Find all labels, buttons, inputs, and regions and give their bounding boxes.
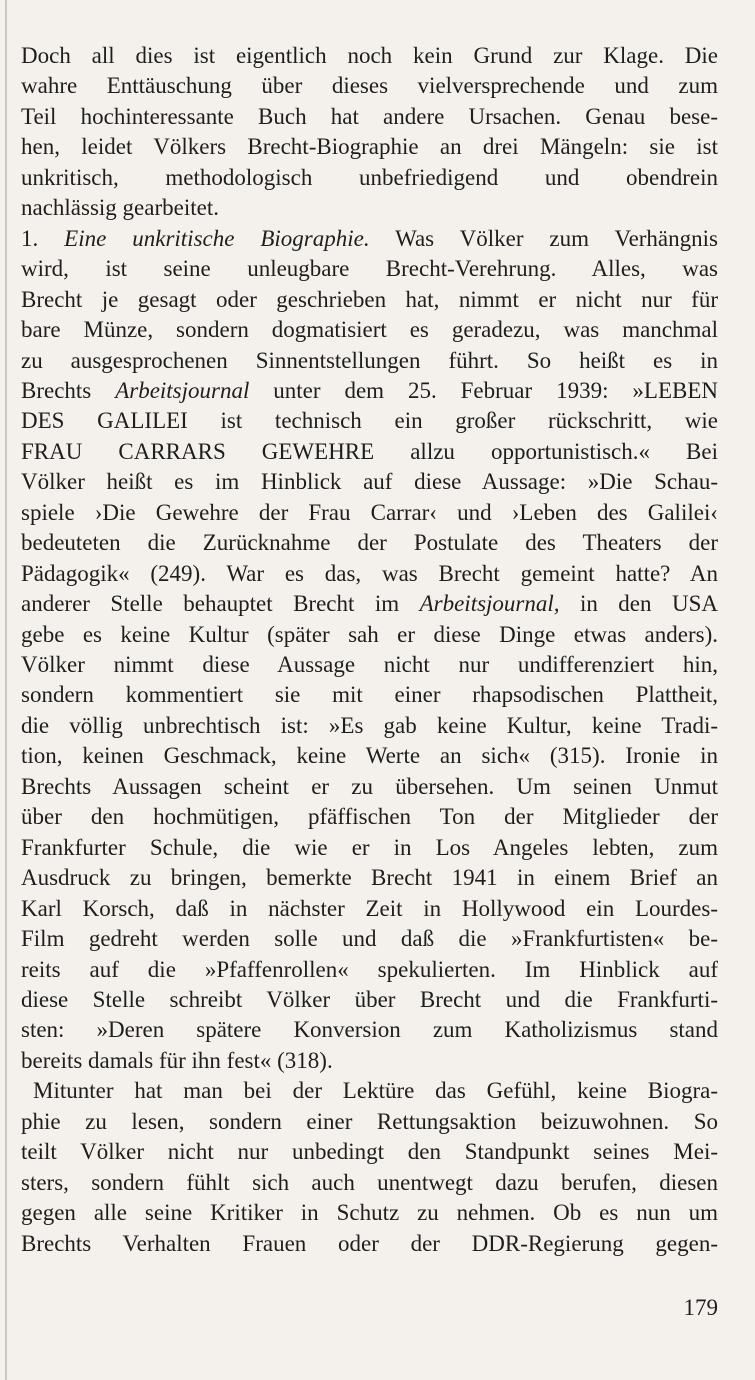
text-run: phie zu lesen, sondern einer Rettungsaktion beizuwohnen. So [21,1108,718,1134]
text-run: teilt Völker nicht nur unbedingt den Standpunkt seines Mei- [21,1139,718,1165]
text-line [21,436,718,467]
text-run: die völlig unbrechtisch ist: »Es gab keine Kultur, keine Tradi- [21,712,718,738]
text-line [21,527,718,558]
text-run: reits auf die »Pfaffenrollen« spekulierten. Im Hinblick auf [21,956,718,982]
text-run: Doch all dies ist eigentlich noch kein Grund zur Klage. Die [21,43,718,68]
text-line [21,162,718,193]
text-run: Brechts [21,377,116,403]
text-line [21,192,718,223]
text-line [21,70,718,101]
text-run: wird, ist seine unleugbare Brecht-Verehrung. Alles, was [21,256,718,282]
italic-text: Eine unkritische Biographie. [64,225,370,251]
text-run: Völker nimmt diese Aussage nicht nur undifferenziert hin, [21,652,718,677]
text-line [21,40,718,71]
text-run: Pädagogik« (249). War es das, was Brecht gemeint hatte? An [21,560,718,586]
text-run: sten: »Deren spätere Konversion zum Katholizismus stand [21,1017,718,1043]
text-line [21,345,718,376]
text-run: sondern kommentiert sie mit einer rhapsodischen Plattheit, [21,682,718,708]
text-line [21,1197,718,1228]
text-line [21,405,718,436]
text-line [21,284,718,315]
text-line [21,1136,718,1167]
text-line [21,101,718,132]
text-run: Mitunter hat man bei der Lektüre das Gefühl, keine Biogra- [33,1078,718,1104]
text-run: sters, sondern fühlt sich auch unentwegt dazu berufen, diesen [21,1169,718,1195]
text-run: Völker heißt es im Hinblick auf diese Aussage: »Die Schau- [21,469,718,495]
text-run: tion, keinen Geschmack, keine Werte an sich« (315). Ironie in [21,743,718,769]
text-line [21,314,718,345]
text-run: Brechts Verhalten Frauen oder der DDR-Regierung gegen- [21,1230,718,1256]
text-run: FRAU CARRARS GEWEHRE allzu opportunistisch.« Bei [21,438,718,464]
page-number: 179 [683,1295,718,1320]
text-line [21,1167,718,1198]
text-line [21,375,718,406]
text-line [21,801,718,832]
text-run: hen, leidet Völkers Brecht-Biographie an drei Mängeln: sie ist [21,134,718,160]
text-run: bedeuteten die Zurücknahme der Postulate des Theaters der [21,530,718,556]
text-line [21,619,718,650]
text-line [21,497,718,528]
text-line [33,1075,718,1106]
text-line [21,1228,718,1259]
text-run: unkritisch, methodologisch unbefriedigend und obendrein [21,164,718,190]
text-run: gegen alle seine Kritiker in Schutz zu nehmen. Ob es nun um [21,1200,718,1226]
text-run: Teil hochinteressante Buch hat andere Ursachen. Genau bese- [21,103,718,129]
text-run: 1. [21,225,65,251]
text-run: unter dem 25. Februar 1939: »LEBEN [249,377,718,403]
text-line [21,131,718,162]
text-run: Frankfurter Schule, die wie er in Los Angeles lebten, zum [21,834,718,860]
text-run: Brecht je gesagt oder geschrieben hat, nimmt er nicht nur für [21,286,718,312]
text-line [21,466,718,497]
text-run: spiele ›Die Gewehre der Frau Carrar‹ und ›Leben des Galilei‹ [21,499,718,525]
text-line [21,223,718,254]
text-run: anderer Stelle behauptet Brecht im [21,591,420,617]
text-line [21,954,718,985]
text-run: Karl Korsch, daß in nächster Zeit in Hollywood ein Lourdes- [21,895,718,921]
text-run: über den hochmütigen, pfäffischen Ton der Mitglieder der [21,804,718,830]
text-run: Brechts Aussagen scheint er zu übersehen. Um seinen Unmut [21,773,718,799]
text-line [21,1045,718,1076]
text-run: bereits damals für ihn fest« (318). [21,1047,333,1073]
text-line [21,588,718,619]
text-run: DES GALILEI ist technisch ein großer rückschritt, wie [21,408,718,434]
text-run: Was Völker zum Verhängnis [369,225,718,251]
text-line [21,1106,718,1137]
text-run: in den USA [559,591,718,617]
italic-text: Arbeitsjournal [115,377,250,403]
text-line [21,649,718,680]
text-line [21,984,718,1015]
text-run: diese Stelle schreibt Völker über Brecht und die Frankfurti- [21,986,718,1012]
text-line [21,558,718,589]
text-run: Ausdruck zu bringen, bemerkte Brecht 1941 in einem Brief an [21,865,718,891]
text-line [21,893,718,924]
text-run: nachlässig gearbeitet. [21,195,219,221]
italic-text: Arbeitsjournal, [419,591,560,617]
text-line [21,923,718,954]
text-run: gebe es keine Kultur (später sah er diese Dinge etwas anders). [21,621,718,647]
text-line [21,679,718,710]
text-line [21,253,718,284]
text-run: bare Münze, sondern dogmatisiert es geradezu, was manchmal [21,317,718,343]
text-line [21,1014,718,1045]
text-run: zu ausgesprochenen Sinnentstellungen führt. So heißt es in [21,347,718,373]
text-line [21,710,718,741]
text-line [21,771,718,802]
text-line [21,740,718,771]
text-run: wahre Enttäuschung über dieses vielversprechende und zum [21,73,718,99]
text-line [21,832,718,863]
text-line [21,862,718,893]
text-run: Film gedreht werden solle und daß die »Frankfurtisten« be- [21,926,718,952]
